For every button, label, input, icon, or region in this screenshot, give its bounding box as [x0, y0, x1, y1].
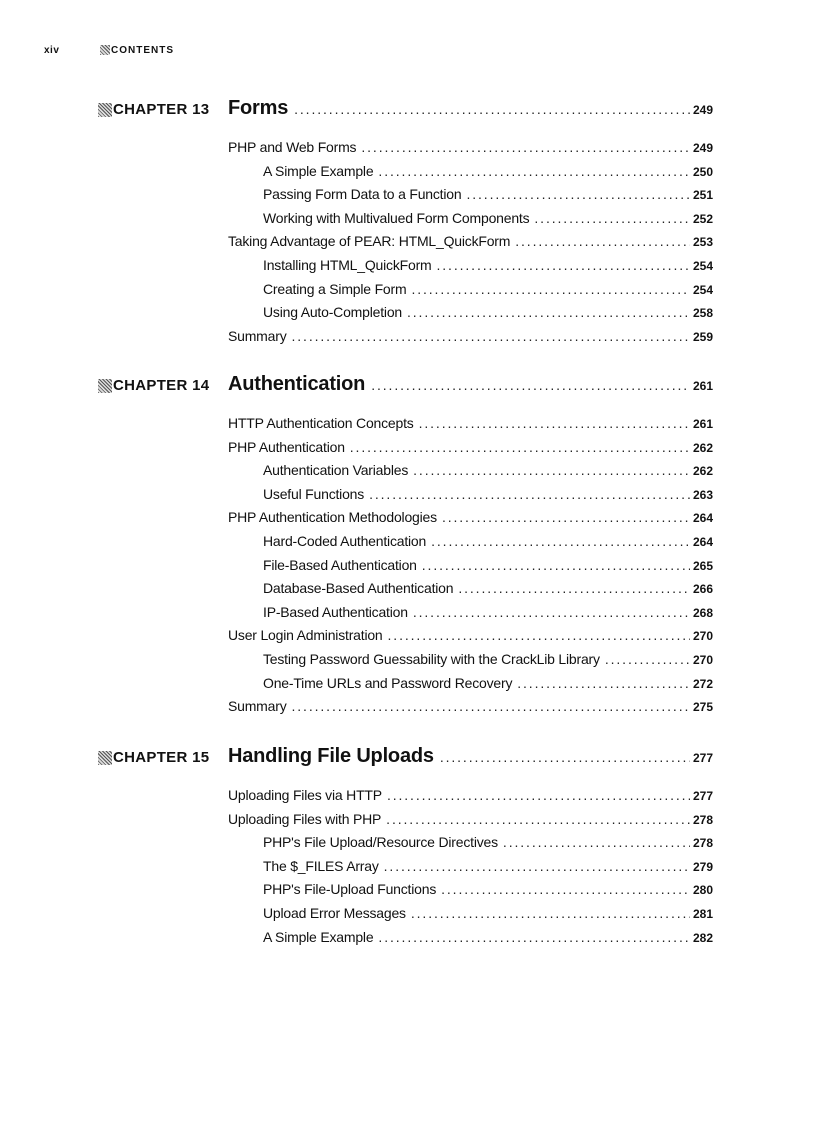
chapter-13-section — [98, 97, 713, 351]
dot-leader — [440, 749, 690, 765]
toc-entry[interactable]: Uploading Files via HTTP . . . 277 — [228, 787, 713, 811]
dot-leader — [419, 415, 690, 431]
toc-entry[interactable]: Uploading Files with PHP . . . 278 — [228, 811, 713, 835]
dot-leader — [378, 929, 690, 945]
chapter-heading — [98, 97, 713, 127]
dot-leader — [369, 486, 690, 502]
chapter-title: Handling File Uploads — [228, 745, 434, 767]
toc-entries — [228, 787, 713, 952]
dot-leader — [387, 787, 690, 803]
running-header — [44, 43, 174, 57]
toc-entry[interactable]: User Login Administration . . . 270 — [228, 627, 713, 651]
dot-leader — [411, 905, 690, 921]
dot-leader — [458, 580, 690, 596]
dot-leader — [388, 627, 690, 643]
dot-leader — [294, 101, 690, 117]
toc-entry[interactable]: Authentication Variables . . . 262 — [228, 462, 713, 486]
dot-leader — [503, 834, 690, 850]
dot-leader — [292, 698, 690, 714]
toc-entry[interactable]: A Simple Example . . . 250 — [228, 163, 713, 187]
toc-entry[interactable]: File-Based Authentication . . . 265 — [228, 557, 713, 581]
toc-entry[interactable]: Hard-Coded Authentication . . . 264 — [228, 533, 713, 557]
chapter-page: 261 — [692, 379, 713, 393]
chapter-15-section — [98, 745, 713, 952]
chapter-heading — [98, 745, 713, 775]
dot-leader — [371, 377, 690, 393]
chapter-label: CHAPTER 13 — [98, 101, 209, 118]
toc-entry[interactable]: Summary . . . 275 — [228, 698, 713, 722]
toc-entry[interactable]: Passing Form Data to a Function . . . 251 — [228, 186, 713, 210]
dot-leader — [384, 858, 690, 874]
dot-leader — [437, 257, 690, 273]
toc-entry[interactable]: PHP Authentication . . . 262 — [228, 439, 713, 463]
chapter-heading — [98, 373, 713, 403]
chapter-page: 249 — [692, 103, 713, 117]
dot-leader — [292, 328, 690, 344]
toc-entry[interactable]: Summary . . . 259 — [228, 328, 713, 352]
toc-entry[interactable]: Useful Functions . . . 263 — [228, 486, 713, 510]
toc-entry[interactable]: Testing Password Guessability with the CrackLib Library . . . 270 — [228, 651, 713, 675]
dot-leader — [413, 604, 690, 620]
toc-entry[interactable]: PHP and Web Forms . . . 249 — [228, 139, 713, 163]
dot-leader — [378, 163, 690, 179]
hatch-marker-icon — [98, 379, 112, 393]
hatch-marker-icon — [98, 103, 112, 117]
chapter-title-line[interactable] — [228, 97, 713, 120]
toc-entries — [228, 415, 713, 722]
toc-entries — [228, 139, 713, 351]
toc-entry[interactable]: A Simple Example . . . 282 — [228, 929, 713, 953]
dot-leader — [361, 139, 690, 155]
toc-entry[interactable]: IP-Based Authentication . . . 268 — [228, 604, 713, 628]
toc-entry[interactable]: Working with Multivalued Form Components . . . 252 — [228, 210, 713, 234]
toc-entry[interactable]: Upload Error Messages . . . 281 — [228, 905, 713, 929]
chapter-title-line[interactable] — [228, 373, 713, 396]
dot-leader — [431, 533, 690, 549]
chapter-title-line[interactable] — [228, 745, 713, 768]
toc-entry[interactable]: Using Auto-Completion . . . 258 — [228, 304, 713, 328]
hatch-marker-icon — [98, 751, 112, 765]
dot-leader — [407, 304, 690, 320]
dot-leader — [515, 233, 690, 249]
toc-entry[interactable]: PHP's File Upload/Resource Directives . . . 278 — [228, 834, 713, 858]
chapter-title: Authentication — [228, 373, 366, 395]
chapter-label: CHAPTER 15 — [98, 749, 209, 766]
dot-leader — [441, 881, 690, 897]
toc-entry[interactable]: The $_FILES Array . . . 279 — [228, 858, 713, 882]
chapter-14-section — [98, 373, 713, 722]
dot-leader — [605, 651, 690, 667]
section-title: CONTENTS — [111, 44, 174, 56]
chapter-title: Forms — [228, 97, 289, 119]
dot-leader — [534, 210, 690, 226]
toc-entry[interactable]: Database-Based Authentication . . . 266 — [228, 580, 713, 604]
dot-leader — [466, 186, 690, 202]
dot-leader — [413, 462, 690, 478]
chapter-label: CHAPTER 14 — [98, 377, 209, 394]
chapter-page: 277 — [692, 751, 713, 765]
toc-entry[interactable]: Taking Advantage of PEAR: HTML_QuickForm . . . 253 — [228, 233, 713, 257]
dot-leader — [422, 557, 690, 573]
toc-entry[interactable]: Creating a Simple Form . . . 254 — [228, 281, 713, 305]
toc-entry[interactable]: PHP's File-Upload Functions . . . 280 — [228, 881, 713, 905]
toc-entry[interactable]: PHP Authentication Methodologies . . . 264 — [228, 509, 713, 533]
page-number: xiv — [44, 44, 60, 56]
toc-entry[interactable]: HTTP Authentication Concepts . . . 261 — [228, 415, 713, 439]
dot-leader — [350, 439, 690, 455]
dot-leader — [411, 281, 690, 297]
dot-leader — [386, 811, 690, 827]
hatch-marker-icon — [100, 45, 110, 55]
toc-entry[interactable]: Installing HTML_QuickForm . . . 254 — [228, 257, 713, 281]
dot-leader — [442, 509, 690, 525]
toc-entry[interactable]: One-Time URLs and Password Recovery . . . 272 — [228, 675, 713, 699]
dot-leader — [517, 675, 690, 691]
